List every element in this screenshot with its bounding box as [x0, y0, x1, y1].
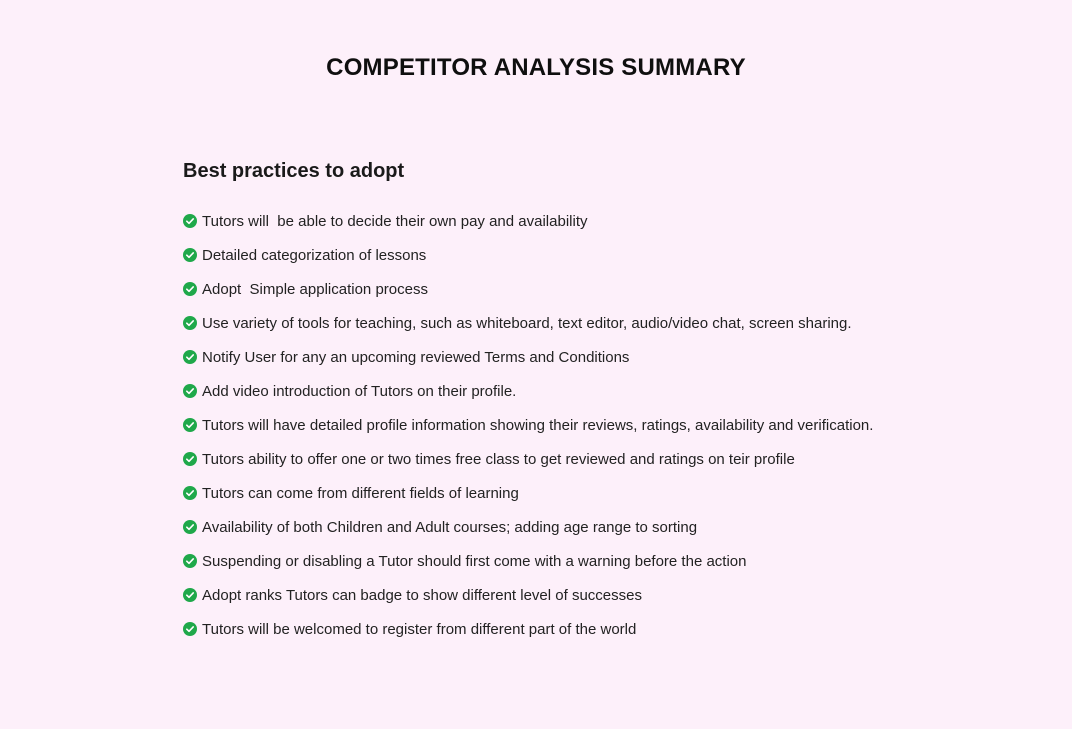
list-item-text: Adopt ranks Tutors can badge to show different level of successes: [202, 586, 642, 604]
list-item-text: Availability of both Children and Adult courses; adding age range to sorting: [202, 518, 698, 536]
list-item: [183, 476, 1003, 510]
check-circle-icon: [183, 418, 197, 432]
list-item: [183, 374, 1003, 408]
list-item-text: Suspending or disabling a Tutor should first come with a warning before the action: [202, 552, 747, 570]
check-circle-icon: [183, 588, 197, 602]
check-circle-icon: [183, 622, 197, 636]
list-item-text: Tutors ability to offer one or two times free class to get reviewed and ratings on teir profile: [202, 450, 795, 468]
check-circle-icon: [183, 384, 197, 398]
practice-list: [183, 204, 1003, 646]
list-item-text: Add video introduction of Tutors on their profile.: [202, 382, 517, 400]
list-item-text: Tutors can come from different fields of learning: [202, 484, 519, 502]
list-item-text: Detailed categorization of lessons: [202, 246, 427, 264]
list-item: [183, 306, 1003, 340]
check-circle-icon: [183, 350, 197, 364]
check-circle-icon: [183, 316, 197, 330]
check-circle-icon: [183, 248, 197, 262]
check-circle-icon: [183, 282, 197, 296]
check-circle-icon: [183, 554, 197, 568]
check-circle-icon: [183, 214, 197, 228]
list-item: [183, 578, 1003, 612]
list-item: [183, 408, 1003, 442]
list-item: [183, 442, 1003, 476]
list-item-text: Use variety of tools for teaching, such as whiteboard, text editor, audio/video chat, screen sharing.: [202, 314, 852, 332]
list-item: [183, 510, 1003, 544]
page-title: COMPETITOR ANALYSIS SUMMARY: [326, 54, 746, 81]
list-item: [183, 544, 1003, 578]
list-item: [183, 340, 1003, 374]
check-circle-icon: [183, 520, 197, 534]
check-circle-icon: [183, 452, 197, 466]
best-practices-section: [183, 156, 1003, 646]
list-item: [183, 612, 1003, 646]
list-item: [183, 272, 1003, 306]
list-item-text: Adopt Simple application process: [202, 280, 428, 298]
list-item-text: Tutors will be able to decide their own pay and availability: [202, 212, 588, 230]
list-item: [183, 204, 1003, 238]
list-item-text: Tutors will have detailed profile information showing their reviews, ratings, availability and verification.: [202, 416, 874, 434]
check-circle-icon: [183, 486, 197, 500]
section-heading: Best practices to adopt: [183, 160, 405, 182]
list-item-text: Notify User for any an upcoming reviewed Terms and Conditions: [202, 348, 630, 366]
list-item-text: Tutors will be welcomed to register from different part of the world: [202, 620, 637, 638]
list-item: [183, 238, 1003, 272]
